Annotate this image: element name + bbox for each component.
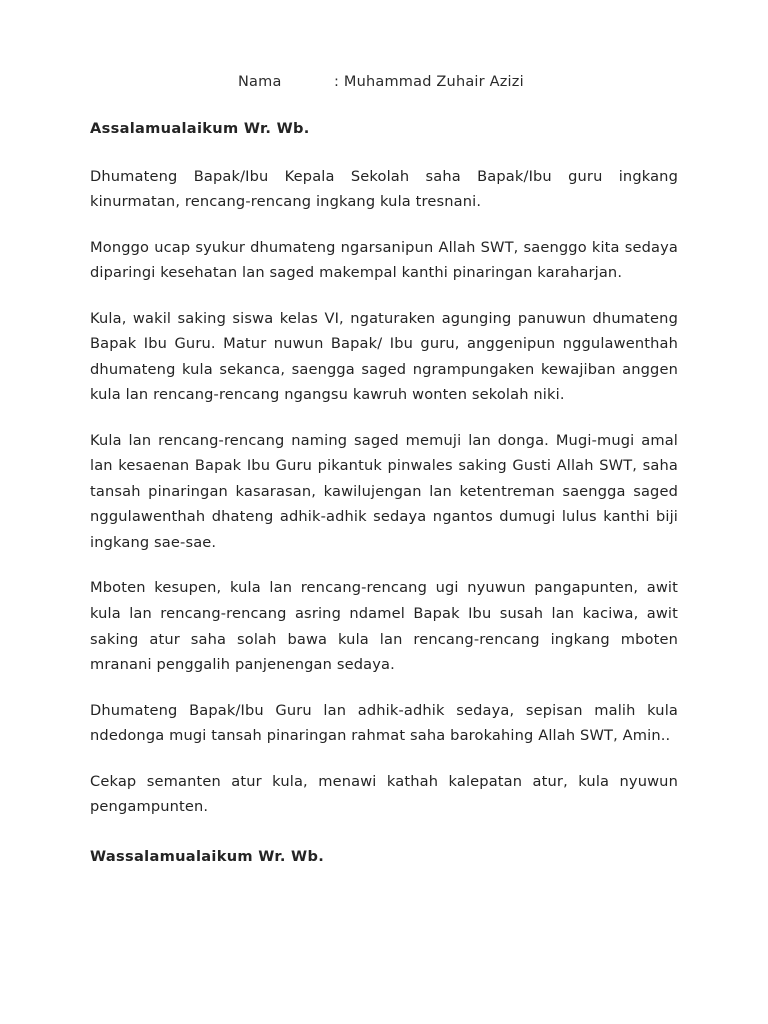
document-body (90, 74, 678, 869)
paragraph-2: Monggo ucap syukur dhumateng ngarsanipun Allah SWT, saenggo kita sedaya diparingi kesehatan lan saged makempal kanthi pinaringan karaharjan. (90, 238, 678, 282)
paragraph-4: Kula lan rencang-rencang naming saged memuji lan donga. Mugi-mugi amal lan kesaenan Bapak Ibu Guru pikantuk pinwales saking Gusti Allah SWT, saha tansah pinaringan kasarasan, kawilujengan lan ketentreman saengga saged nggulawenthah dhateng adhik-adhik sedaya ngantos dumugi lulus kanthi biji ingkang sae-sae. (90, 431, 678, 551)
paragraph-6: Dhumateng Bapak/Ibu Guru lan adhik-adhik sedaya, sepisan malih kula ndedonga mugi tansah pinaringan rahmat saha barokahing Allah SWT, Amin.. (90, 701, 678, 745)
name-label: Nama (238, 74, 282, 90)
paragraph-7: Cekap semanten atur kula, menawi kathah kalepatan atur, kula nyuwun pengampunten. (90, 772, 678, 816)
greeting-text: Assalamualaikum Wr. Wb. (90, 120, 310, 137)
closing-text: Wassalamualaikum Wr. Wb. (90, 847, 325, 865)
paragraph-5: Mboten kesupen, kula lan rencang-rencang ugi nyuwun pangapunten, awit kula lan rencang-rencang asring ndamel Bapak Ibu susah lan kaciwa, awit saking atur saha solah bawa kula lan rencang-rencang ingkang mboten mranani penggalih panjenengan sedaya. (90, 579, 678, 674)
paragraph-1: Dhumateng Bapak/Ibu Kepala Sekolah saha Bapak/Ibu guru ingkang kinurmatan, rencang-rencang ingkang kula tresnani. (90, 167, 678, 211)
paragraph-3: Kula, wakil saking siswa kelas VI, ngaturaken agunging panuwun dhumateng Bapak Ibu Guru. Matur nuwun Bapak/ Ibu guru, anggenipun nggulawenthah dhumateng kula sekanca, saengga saged ngrampungaken kewajiban anggen kula lan rencang-rencang ngangsu kawruh wonten sekolah niki. (90, 309, 678, 404)
name-value: : Muhammad Zuhair Azizi (334, 74, 524, 90)
name-line (238, 74, 678, 90)
